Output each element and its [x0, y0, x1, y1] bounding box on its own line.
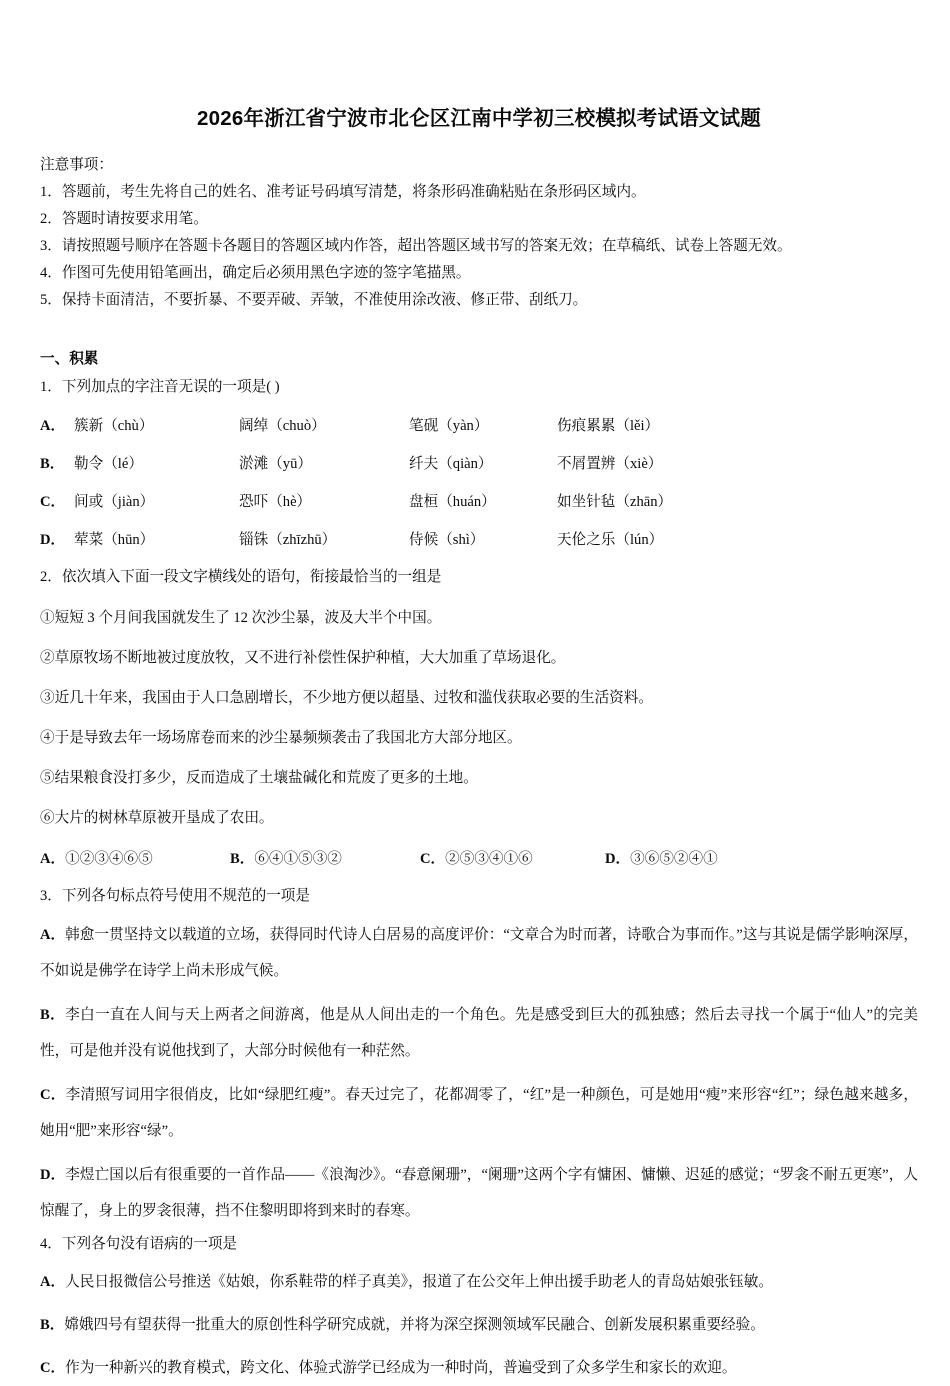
option-b-col-1: 勒令（lé） [74, 455, 143, 472]
question-3-option-a [40, 909, 918, 989]
option-c-col-2: 恐吓（hè） [239, 493, 312, 510]
option-d-col-4: 天伦之乐（lún） [557, 531, 664, 548]
option-a-col-4: 伤痕累累（lěi） [557, 417, 660, 434]
option-c-col-1: 间或（jiàn） [74, 493, 155, 510]
question-4-option-b [40, 1300, 918, 1343]
question-2-choice-b [230, 847, 420, 871]
option-c-col-4: 如坐针毡（zhān） [557, 493, 673, 510]
notice-item-3: 3．请按照题号顺序在答题卡各题目的答题区域内作答，超出答题区域书写的答案无效；在草稿纸、试卷上答题无效。 [40, 237, 792, 254]
question-3-stem: 3．下列各句标点符号使用不规范的一项是 [40, 887, 310, 904]
choice-label-a: A． [40, 850, 66, 867]
option-text-d: 李煜亡国以后有很重要的一首作品——《浪淘沙》。“春意阑珊”，“阑珊”这两个字有慵困、慵懒、迟延的感觉；“罗衾不耐五更寒”，人惊醒了，身上的罗衾很薄，挡不住黎明即将到来时的春寒。 [40, 1166, 918, 1219]
question-2-choice-c [420, 847, 605, 871]
option-text-b: 李白一直在人间与天上两者之间游离，他是从人间出走的一个角色。先是感受到巨大的孤独感；然后去寻找一个属于“仙人”的完美性，可是他并没有说他找到了，大部分时候他有一种茫然。 [40, 1006, 918, 1059]
option-label-a: A． [40, 417, 66, 434]
question-3-option-c [40, 1069, 918, 1149]
option-label-a: A． [40, 1273, 66, 1290]
notice-heading: 注意事项： [40, 156, 113, 173]
notice-section [40, 152, 918, 314]
question-2-sentence-5: ⑤结果粮食没打多少，反而造成了土壤盐碱化和荒废了更多的土地。 [40, 769, 478, 786]
question-4-option-c [40, 1343, 918, 1386]
question-1-option-d [40, 528, 918, 552]
question-2-sentence-4: ④于是导致去年一场场席卷而来的沙尘暴频频袭击了我国北方大部分地区。 [40, 729, 522, 746]
choice-value-a: ①②③④⑥⑤ [65, 850, 153, 867]
option-label-b: B． [40, 455, 65, 472]
option-d-col-3: 侍候（shì） [409, 531, 485, 548]
option-b-col-4: 不屑置辨（xiè） [557, 455, 663, 472]
option-text-a: 人民日报微信公号推送《姑娘，你系鞋带的样子真美》，报道了在公交年上伸出援手助老人的青岛姑娘张钰敏。 [65, 1273, 773, 1290]
question-1-option-b [40, 452, 918, 476]
choice-value-c: ②⑤③④①⑥ [445, 850, 533, 867]
option-a-col-2: 阔绰（chuò） [239, 417, 326, 434]
question-2-stem: 2．依次填入下面一段文字横线处的语句，衔接最恰当的一组是 [40, 568, 442, 585]
question-4-option-a [40, 1257, 918, 1300]
choice-label-b: B． [230, 850, 255, 867]
option-b-col-2: 淤滩（yū） [239, 455, 312, 472]
option-label-d: D． [40, 1166, 66, 1183]
question-2-sentence-3: ③近几十年来，我国由于人口急剧增长，不少地方便以超垦、过牧和滥伐获取必要的生活资料。 [40, 689, 653, 706]
option-c-col-3: 盘桓（huán） [409, 493, 496, 510]
notice-item-2: 2．答题时请按要求用笔。 [40, 210, 208, 227]
section-heading-accumulation: 一、积累 [40, 350, 99, 367]
option-text-c: 作为一种新兴的教育模式，跨文化、体验式游学已经成为一种时尚，普遍受到了众多学生和家长的欢迎。 [65, 1359, 737, 1376]
option-d-col-2: 锱铢（zhīzhū） [239, 531, 337, 548]
option-label-b: B． [40, 1006, 66, 1023]
notice-item-1: 1．答题前，考生先将自己的姓名、准考证号码填写清楚，将条形码准确粘贴在条形码区域内。 [40, 183, 646, 200]
option-label-c: C． [40, 493, 66, 510]
choice-label-d: D． [605, 850, 631, 867]
option-label-b: B． [40, 1316, 65, 1333]
question-3-option-b [40, 989, 918, 1069]
notice-item-5: 5．保持卡面清洁，不要折暴、不要弄破、弄皱，不准使用涂改液、修正带、刮纸刀。 [40, 291, 588, 308]
choice-value-b: ⑥④①⑤③② [254, 850, 342, 867]
question-1-option-c [40, 490, 918, 514]
option-label-c: C． [40, 1086, 66, 1103]
page-content [40, 0, 918, 1386]
option-label-c: C． [40, 1359, 66, 1376]
question-3-option-d [40, 1149, 918, 1229]
option-a-col-1: 簇新（chù） [74, 417, 154, 434]
choice-value-d: ③⑥⑤②④① [630, 850, 718, 867]
choice-label-c: C． [420, 850, 446, 867]
question-1-stem: 1．下列加点的字注音无误的一项是( ) [40, 378, 280, 395]
option-b-col-3: 纤夫（qiàn） [409, 455, 493, 472]
question-2-choices [40, 830, 918, 871]
option-label-a: A． [40, 926, 66, 943]
option-d-col-1: 荤菜（hūn） [74, 531, 155, 548]
question-1-option-a [40, 414, 918, 438]
option-a-col-3: 笔砚（yàn） [409, 417, 489, 434]
question-4-stem: 4．下列各句没有语病的一项是 [40, 1235, 238, 1252]
option-text-c: 李清照写词用字很俏皮，比如“绿肥红瘦”。春天过完了，花都凋零了，“红”是一种颜色，可是她用“瘦”来形容“红”；绿色越来越多，她用“肥”来形容“绿”。 [40, 1086, 918, 1139]
question-2-choice-d [605, 847, 718, 871]
option-text-b: 嫦娥四号有望获得一批重大的原创性科学研究成就，并将为深空探测领域军民融合、创新发展积累重要经验。 [64, 1316, 765, 1333]
question-2-sentence-2: ②草原牧场不断地被过度放牧，又不进行补偿性保护种植，大大加重了草场退化。 [40, 649, 566, 666]
page-title: 2026年浙江省宁波市北仑区江南中学初三校模拟考试语文试题 [197, 107, 761, 130]
option-label-d: D． [40, 531, 66, 548]
question-2-sentence-6: ⑥大片的树林草原被开垦成了农田。 [40, 809, 274, 826]
option-text-a: 韩愈一贯坚持文以载道的立场，获得同时代诗人白居易的高度评价：“文章合为时而著，诗歌合为事而作。”这与其说是儒学影响深厚，不如说是佛学在诗学上尚未形成气候。 [40, 926, 918, 979]
question-2-sentence-1: ①短短 3 个月间我国就发生了 12 次沙尘暴，波及大半个中国。 [40, 609, 442, 626]
notice-item-4: 4．作图可先使用铅笔画出，确定后必须用黑色字迹的签字笔描黑。 [40, 264, 471, 281]
question-2-choice-a [40, 847, 230, 871]
